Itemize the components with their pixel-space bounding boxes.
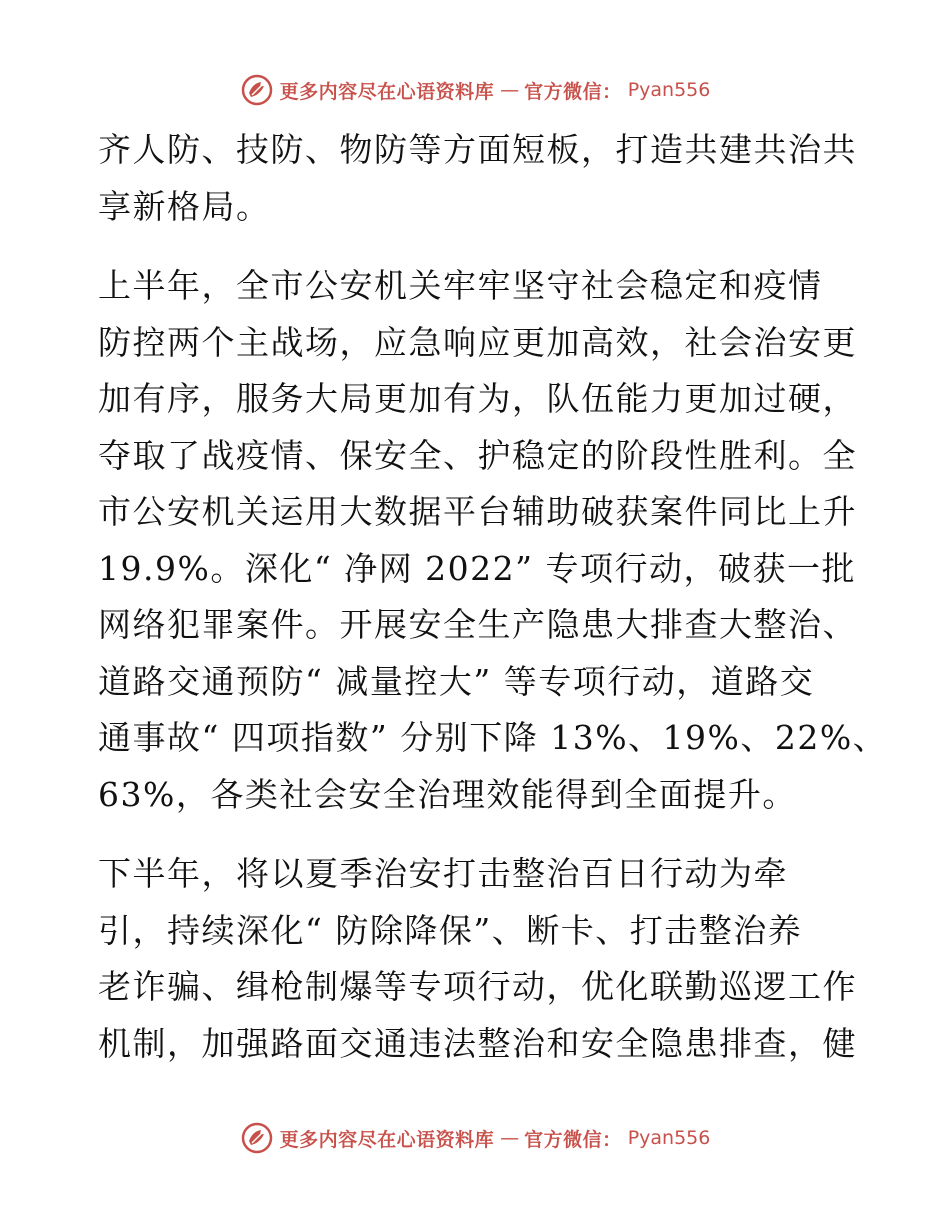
watermark-wechat-id: Pyan556 xyxy=(627,79,711,101)
watermark-text: 更多内容尽在心语资料库 xyxy=(279,1128,495,1151)
watermark-separator: — xyxy=(500,1127,519,1149)
watermark-footer xyxy=(0,1118,950,1158)
paragraph-3 xyxy=(98,846,858,1072)
text-line: 下半年，将以夏季治安打击整治百日行动为牵 xyxy=(98,854,788,893)
watermark-header xyxy=(0,70,950,110)
watermark-wechat-id: Pyan556 xyxy=(627,1127,711,1149)
text-line: 机制，加强路面交通违法整治和安全隐患排查，健 xyxy=(98,1023,857,1063)
text-line: 享新格局。 xyxy=(98,186,271,226)
watermark-separator: — xyxy=(500,79,519,101)
paragraph-2 xyxy=(98,258,888,823)
text-line: 老诈骗、缉枪制爆等专项行动，优化联勤巡逻工作 xyxy=(98,967,857,1006)
text-line: 加有序，服务大局更加有为，队伍能力更加过硬， xyxy=(98,379,857,418)
text-line: 19.9%。深化“ 净网 2022” 专项行动，破获一批 xyxy=(98,548,857,588)
watermark-suffix: 官方微信： xyxy=(524,1128,622,1151)
text-line: 防控两个主战场，应急响应更加高效，社会治安更 xyxy=(98,322,857,362)
watermark-text: 更多内容尽在心语资料库 xyxy=(279,80,495,103)
document-body xyxy=(98,122,888,1072)
text-line: 齐人防、技防、物防等方面短板，打造共建共治共 xyxy=(98,130,857,169)
text-line: 上半年，全市公安机关牢牢坚守社会稳定和疫情 xyxy=(98,266,823,305)
text-line: 市公安机关运用大数据平台辅助破获案件同比上升 xyxy=(98,492,857,531)
text-line: 道路交通预防“ 减量控大” 等专项行动，道路交 xyxy=(98,661,815,701)
text-line: 通事故“ 四项指数” 分别下降 13%、19%、22%、 xyxy=(98,718,888,757)
text-line: 63%，各类社会安全治理效能得到全面提升。 xyxy=(98,774,797,814)
text-line: 夺取了战疫情、保安全、护稳定的阶段性胜利。全 xyxy=(98,435,857,475)
brand-logo-icon xyxy=(240,1121,274,1155)
text-line: 网络犯罪案件。开展安全生产隐患大排查大整治、 xyxy=(98,605,857,644)
paragraph-1 xyxy=(98,122,858,235)
brand-logo-icon xyxy=(240,73,274,107)
text-line: 引，持续深化“ 防除降保”、断卡、打击整治养 xyxy=(98,910,803,950)
watermark-suffix: 官方微信： xyxy=(524,80,622,103)
